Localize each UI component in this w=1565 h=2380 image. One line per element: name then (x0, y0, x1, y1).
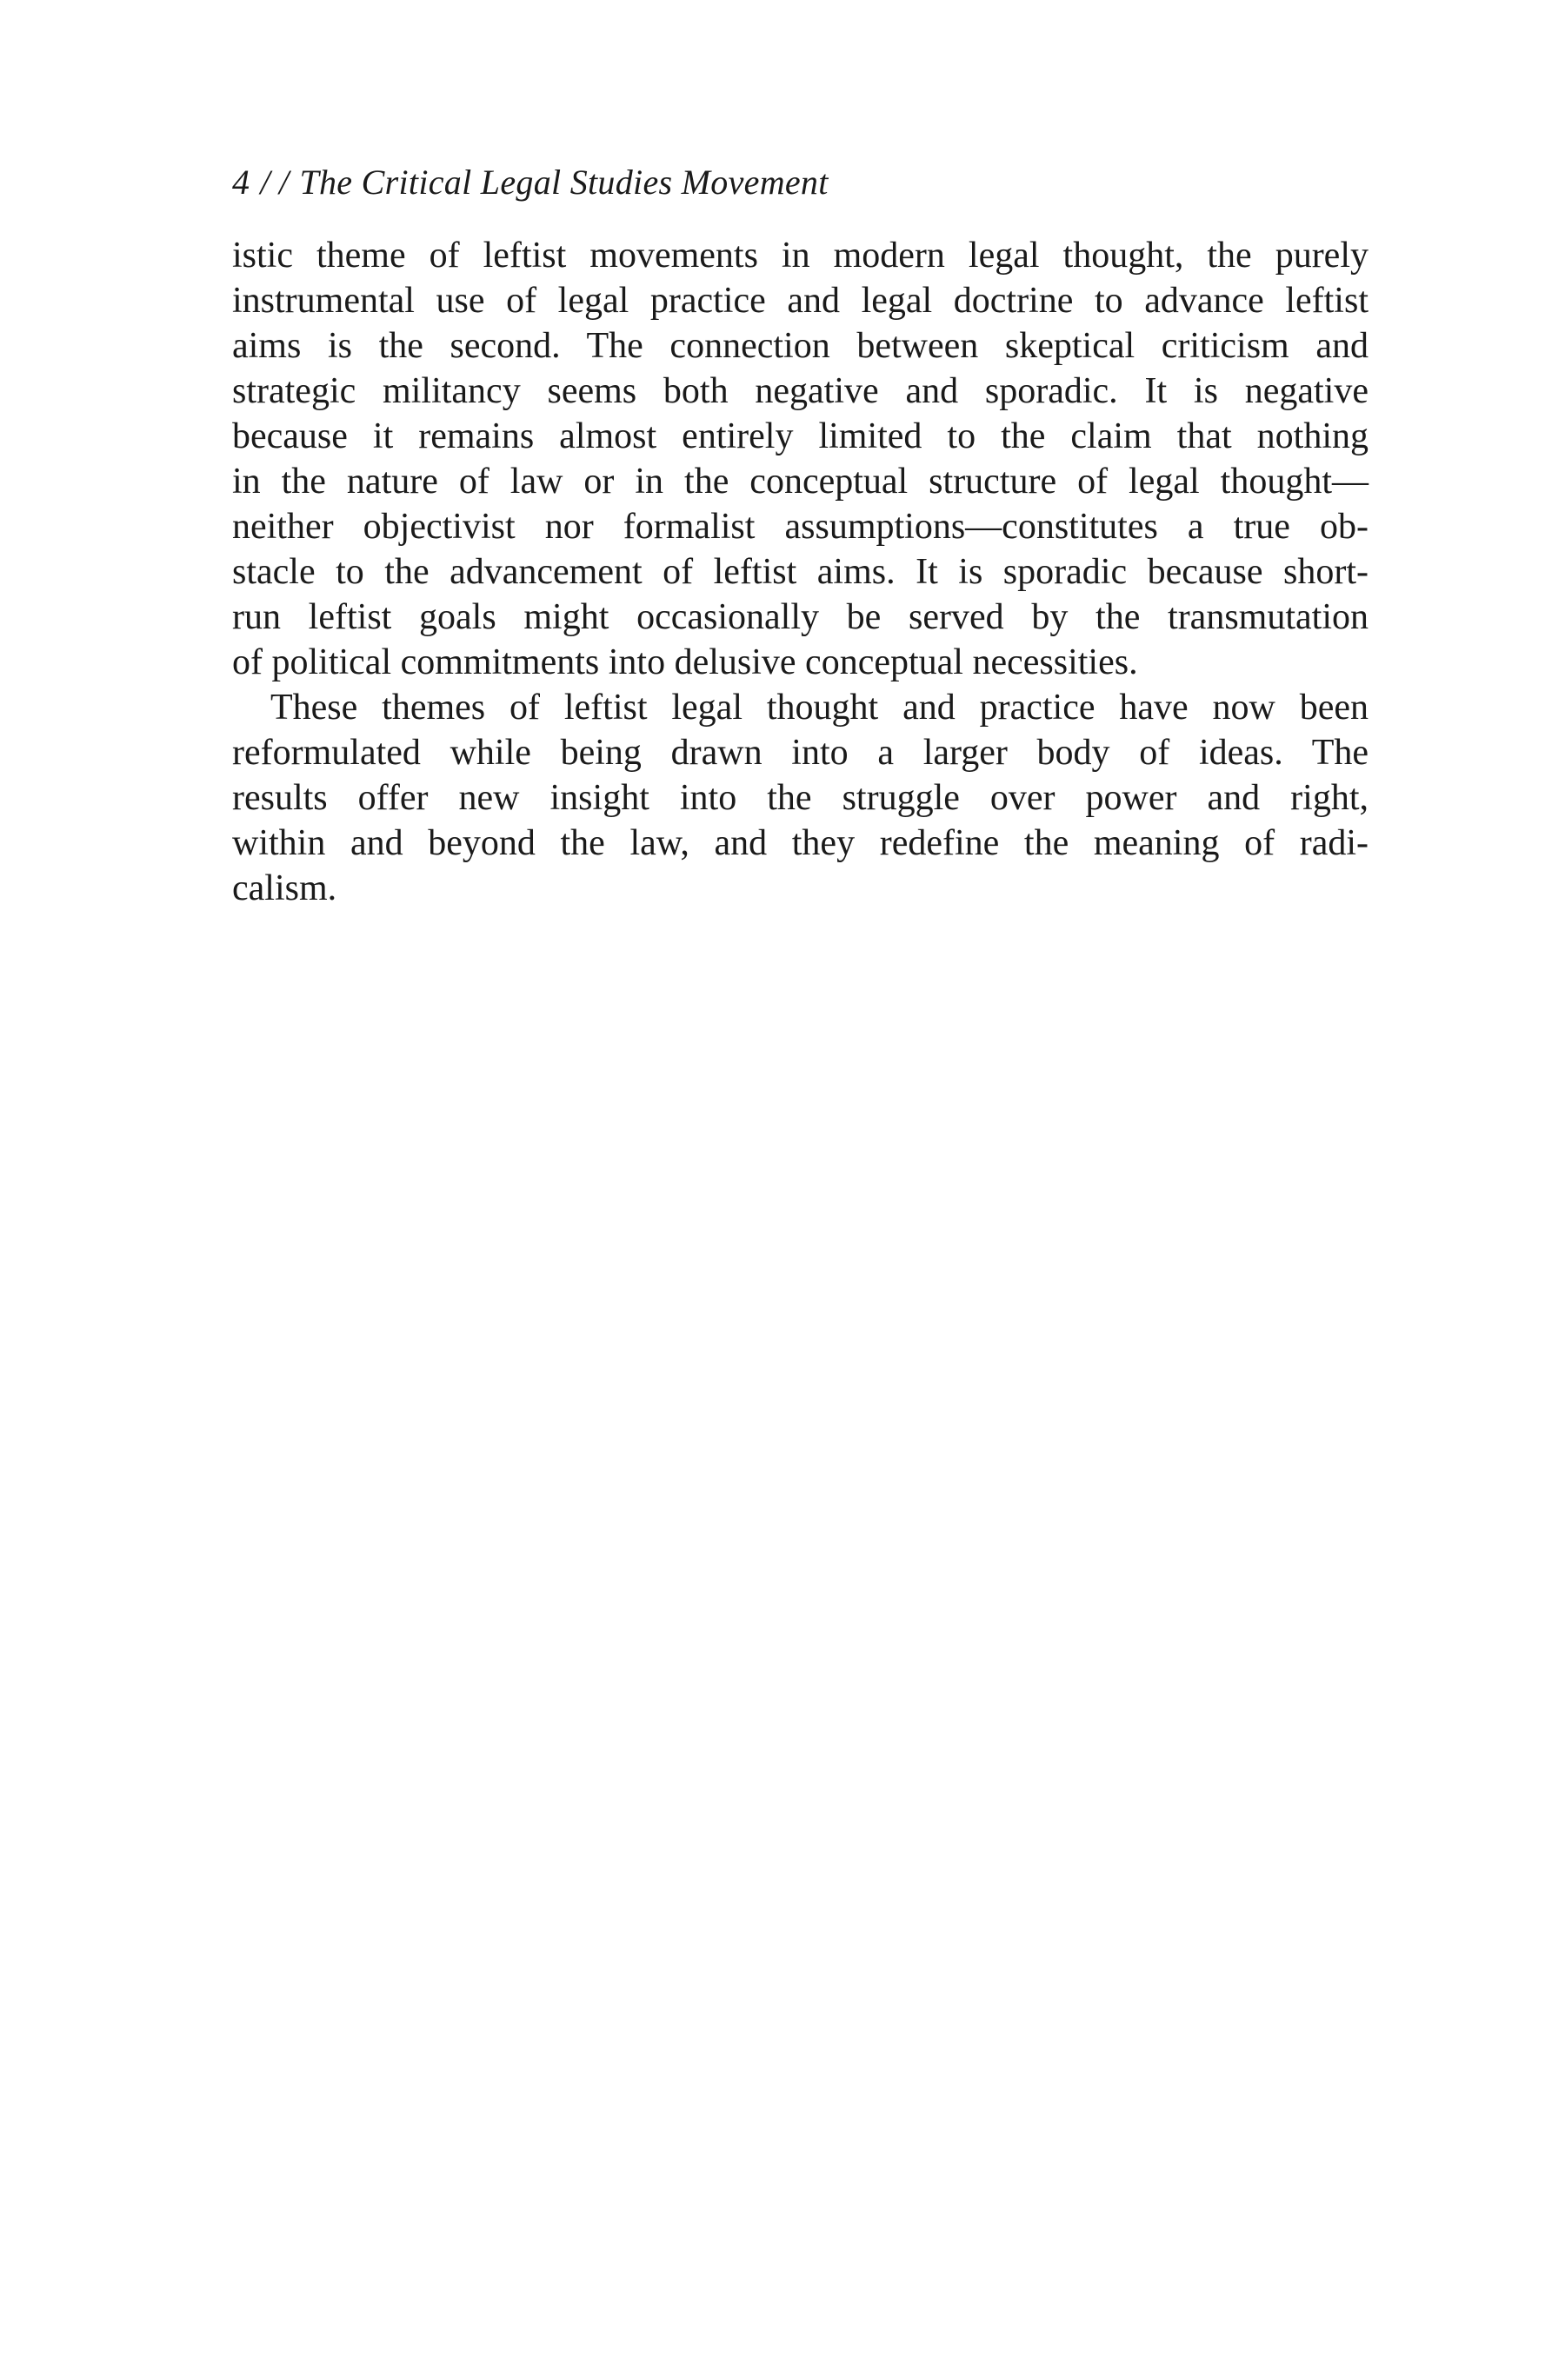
text-line: aims is the second. The connection between skeptical criticism and (232, 326, 1369, 366)
paragraph-1 (232, 233, 1369, 685)
body-text (232, 233, 1369, 911)
text-line: istic theme of leftist movements in modern legal thought, the purely (232, 236, 1369, 276)
running-head (232, 160, 829, 205)
text-line: results offer new insight into the struggle over power and right, (232, 778, 1369, 818)
text-line: because it remains almost entirely limited to the claim that nothing (232, 416, 1369, 456)
running-head-separator: / / (260, 163, 290, 202)
text-line: reformulated while being drawn into a larger body of ideas. The (232, 733, 1369, 773)
text-line: strategic militancy seems both negative and sporadic. It is negative (232, 371, 1369, 411)
text-line: run leftist goals might occasionally be served by the transmutation (232, 597, 1369, 637)
text-line: neither objectivist nor formalist assumptions—constitutes a true ob- (232, 507, 1369, 547)
text-line: in the nature of law or in the conceptual structure of legal thought— (232, 462, 1369, 502)
book-title: The Critical Legal Studies Movement (299, 163, 829, 202)
text-line: of political commitments into delusive conceptual necessities. (232, 642, 1138, 682)
paragraph-2 (232, 685, 1369, 911)
text-line: instrumental use of legal practice and legal doctrine to advance leftist (232, 281, 1369, 321)
page-number: 4 (232, 163, 250, 202)
text-line: within and beyond the law, and they redefine the meaning of radi- (232, 823, 1369, 863)
text-line: These themes of leftist legal thought and practice have now been (270, 688, 1369, 728)
text-line: calism. (232, 868, 337, 908)
text-line: stacle to the advancement of leftist aims. It is sporadic because short- (232, 552, 1369, 592)
